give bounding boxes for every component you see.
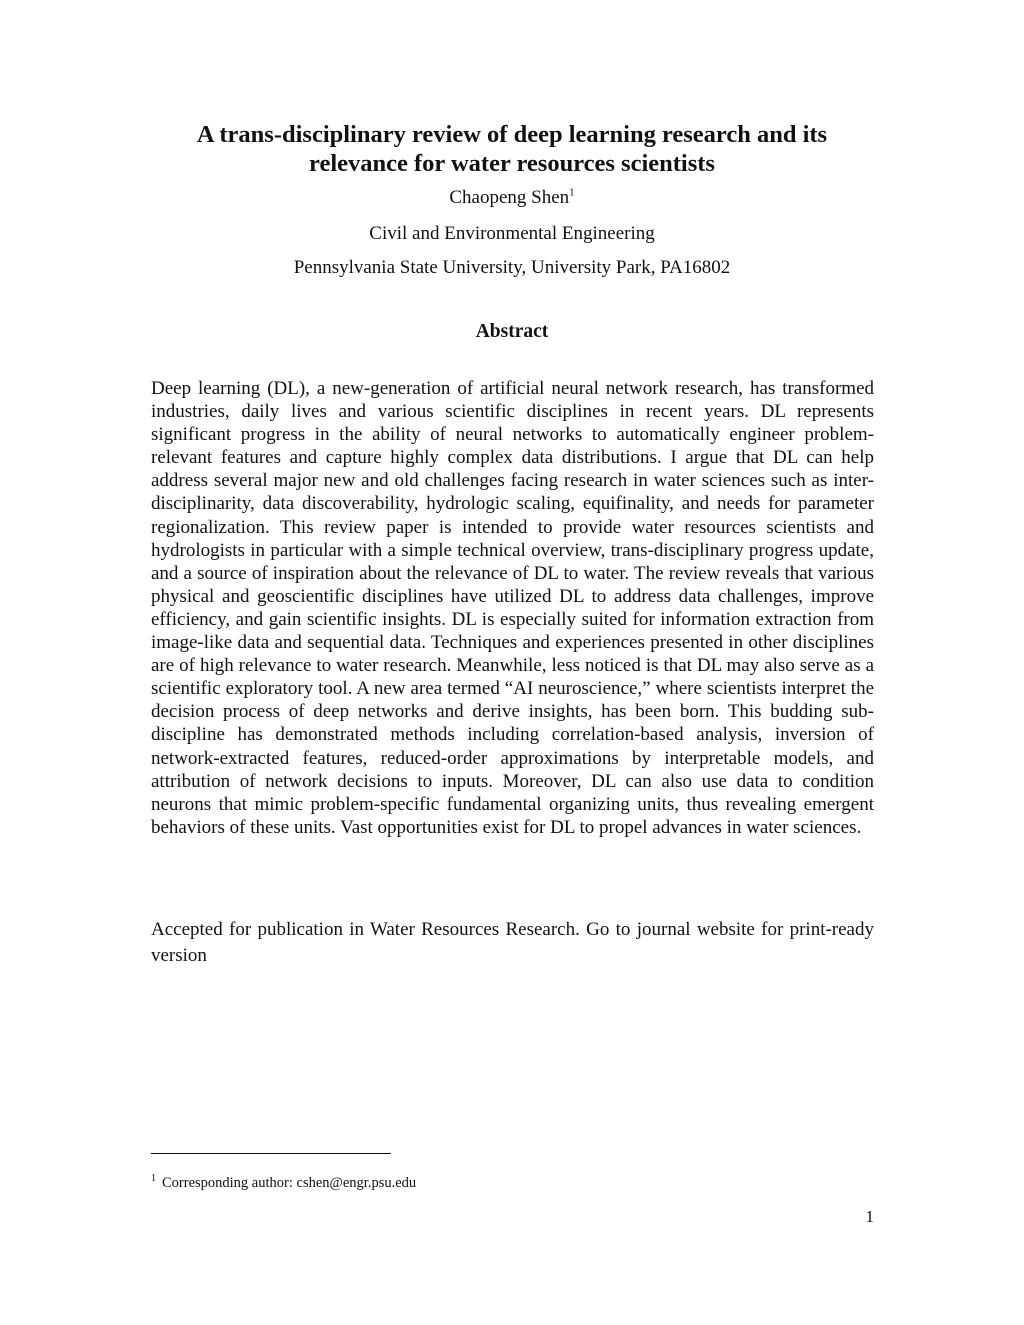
author-line — [120, 186, 904, 210]
author-name: Chaopeng Shen — [449, 187, 570, 208]
publication-note: Accepted for publication in Water Resources Research. Go to journal website for print-ready version — [151, 919, 874, 966]
paper-title-line-1: A trans-disciplinary review of deep learning research and its — [196, 121, 828, 148]
paper-title — [120, 120, 904, 178]
author-footnote-mark: 1 — [569, 186, 575, 199]
footnote-mark: 1 — [151, 1173, 156, 1185]
page-number: 1 — [865, 1207, 874, 1226]
footnote-text: Corresponding author: cshen@engr.psu.edu — [162, 1175, 417, 1191]
affiliation-department: Civil and Environmental Engineering — [369, 223, 655, 244]
footnote — [151, 1174, 416, 1192]
abstract-body: Deep learning (DL), a new-generation of artificial neural network research, has transformed industries, daily lives and various scientific disciplines in recent years. DL represents significant progress in the ability of neural networks to automatically engineer problem-relevant features and capture highly complex data distributions. I argue that DL can help address several major new and old challenges facing research in water sciences such as inter-disciplinarity, data discoverability, hydrologic scaling, equifinality, and needs for parameter regionalization. This review paper is intended to provide water resources scientists and hydrologists in particular with a simple technical overview, trans-disciplinary progress update, and a source of inspiration about the relevance of DL to water. The review reveals that various physical and geoscientific disciplines have utilized DL to address data challenges, improve efficiency, and gain scientific insights. DL is especially suited for information extraction from image-like data and sequential data. Techniques and experiences presented in other disciplines are of high relevance to water research. Meanwhile, less noticed is that DL may also serve as a scientific exploratory tool. A new area termed “AI neuroscience,” where scientists interpret the decision process of deep networks and derive insights, has been born. This budding sub-discipline has demonstrated methods including correlation-based analysis, inversion of network-extracted features, reduced-order approximations by interpretable models, and attribution of network decisions to inputs. Moreover, DL can also use data to condition neurons that mimic problem-specific fundamental organizing units, thus revealing emergent behaviors of these units. Vast opportunities exist for DL to propel advances in water sciences. — [151, 378, 874, 838]
abstract-heading: Abstract — [475, 321, 549, 342]
paper-title-line-2: relevance for water resources scientists — [309, 150, 715, 177]
footnote-divider — [151, 1153, 391, 1154]
affiliation-institution: Pennsylvania State University, University Park, PA16802 — [293, 257, 731, 278]
